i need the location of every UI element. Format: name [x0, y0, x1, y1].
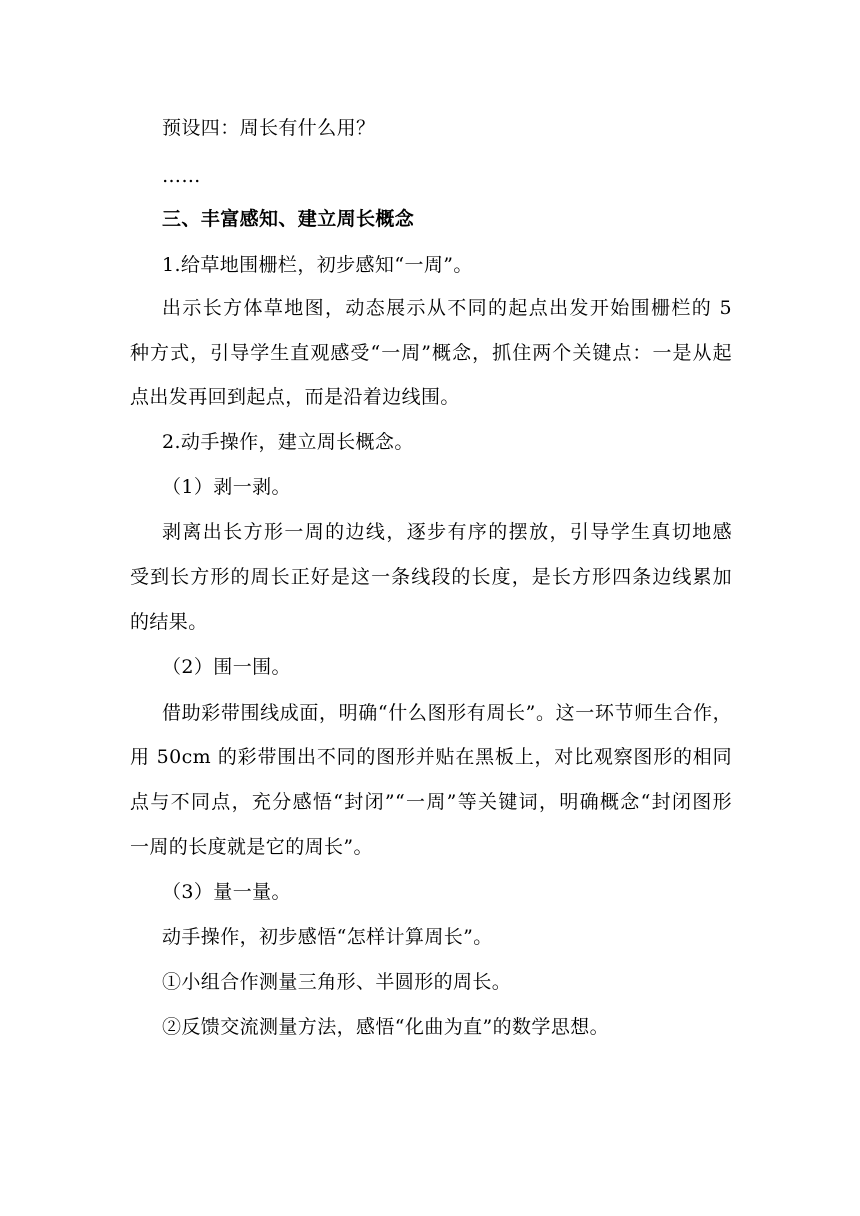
step-one-para-line-1: 出示长方体草地图，动态展示从不同的起点出发开始围栅栏的 5 [162, 297, 732, 319]
sub-step-one-para-line-1: 剥离出长方形一周的边线，逐步有序的摆放，引导学生真切地感 [162, 521, 732, 543]
sub-step-one-para-line-3: 的结果。 [130, 611, 208, 633]
sub-step-three-intro: 动手操作，初步感悟“怎样计算周长”。 [162, 926, 493, 948]
step-one-para-line-2: 种方式，引导学生直观感受“一周”概念，抓住两个关键点：一是从起 [130, 342, 732, 364]
sub-step-one-para-line-2: 受到长方形的周长正好是这一条线段的长度，是长方形四条边线累加 [130, 566, 732, 588]
step-one-para-line-3: 点出发再回到起点，而是沿着边线围。 [130, 386, 460, 408]
step-one-title: 1.给草地围栅栏，初步感知“一周”。 [162, 254, 473, 276]
sub-step-two-para-line-1: 借助彩带围线成面，明确“什么图形有周长”。这一环节师生合作， [162, 702, 732, 724]
preset-four-line: 预设四：周长有什么用？ [162, 117, 376, 139]
sub-step-three-title: （3）量一量。 [162, 881, 291, 903]
sub-step-two-title: （2）围一围。 [162, 656, 291, 678]
sub-step-three-item-2: ②反馈交流测量方法，感悟“化曲为直”的数学思想。 [162, 1016, 610, 1038]
step-two-title: 2.动手操作，建立周长概念。 [162, 431, 414, 453]
sub-step-two-para-line-4: 一周的长度就是它的周长”。 [130, 836, 373, 858]
sub-step-one-title: （1）剥一剥。 [162, 476, 291, 498]
sub-step-three-item-1: ①小组合作测量三角形、半圆形的周长。 [162, 971, 512, 993]
sub-step-two-para-line-2: 用 50cm 的彩带围出不同的图形并贴在黑板上，对比观察图形的相同 [130, 746, 732, 768]
section-three-heading: 三、丰富感知、建立周长概念 [162, 208, 415, 230]
sub-step-two-para-line-3: 点与不同点，充分感悟“封闭”“一周”等关键词，明确概念“封闭图形 [130, 791, 732, 813]
ellipsis-line: …… [162, 165, 201, 187]
